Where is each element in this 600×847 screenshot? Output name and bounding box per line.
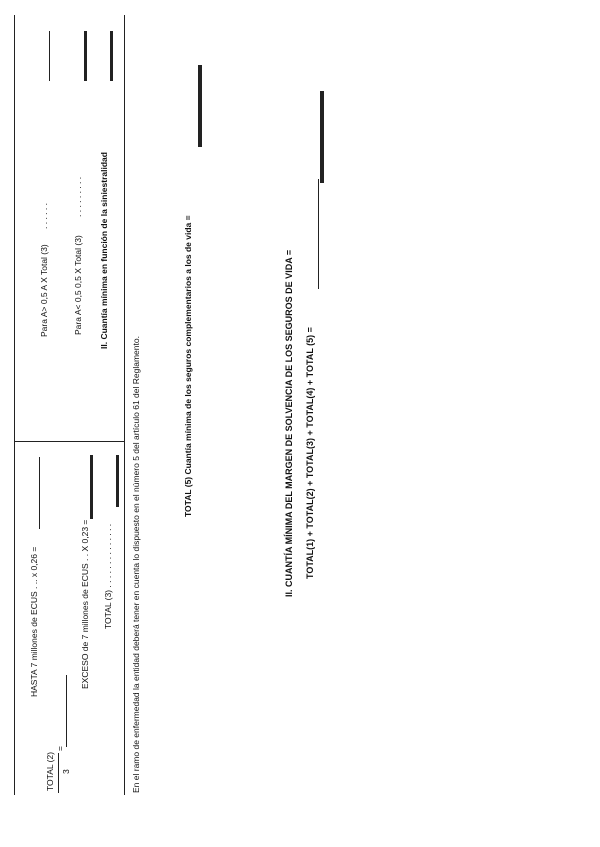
exceso-answer-double-line: [90, 455, 93, 519]
siniestralidad-answer-line: [110, 31, 113, 81]
total3-answer-double-line: [116, 455, 119, 507]
para-menor-dots: . . . . . . . . .: [73, 176, 83, 217]
section-ii-answer-double-line: [320, 91, 324, 183]
hasta-answer-line: [39, 457, 40, 529]
hasta-line: HASTA 7 millones de ECUS . .. x 0,26 =: [29, 546, 39, 697]
section-ii-formula: TOTAL(1) + TOTAL(2) + TOTAL(3) + TOTAL(4) + TOTAL (5) =: [305, 327, 315, 579]
total5-line: TOTAL (5) Cuantía mínima de los seguros complementarios a los de vida =: [183, 215, 193, 517]
total2-equals: =: [55, 746, 65, 751]
cuantia-siniestralidad: II. Cuantía mínima en función de la siniestralidad: [99, 152, 109, 349]
para-menor: Para A< 0,5 0,5 X Total (3): [73, 235, 83, 335]
enfermedad-note: En el ramo de enfermedad la entidad deberá tener en cuenta lo dispuesto en el número 5 del artículo 61 del Reglamento.: [131, 336, 141, 793]
total2-divisor: 3: [61, 769, 71, 774]
total5-answer-line: [198, 65, 202, 147]
total2-label: TOTAL (2): [45, 751, 55, 791]
fraction-bar: [58, 753, 59, 793]
total2-answer-line: [66, 675, 67, 747]
table-top-rule: [14, 15, 15, 795]
table-middle-divider: [14, 441, 125, 442]
total3-line: TOTAL (3) . . . . . . . . . . . . . .: [103, 523, 113, 629]
para-mayor-answer-line: [49, 31, 50, 81]
section-ii-answer-line: [318, 179, 319, 289]
para-menor-answer-line: [84, 31, 87, 81]
table-bottom-rule: [124, 15, 125, 795]
exceso-line: EXCESO de 7 millones de ECUS . . X 0,23 =: [80, 519, 90, 689]
para-mayor: Para A> 0,5 A X Total (3): [39, 244, 49, 337]
para-mayor-dots: . . . . . .: [39, 203, 49, 229]
section-ii-title: II. CUANTÍA MÍNIMA DEL MARGEN DE SOLVENCIA DE LOS SEGUROS DE VIDA =: [284, 249, 294, 597]
